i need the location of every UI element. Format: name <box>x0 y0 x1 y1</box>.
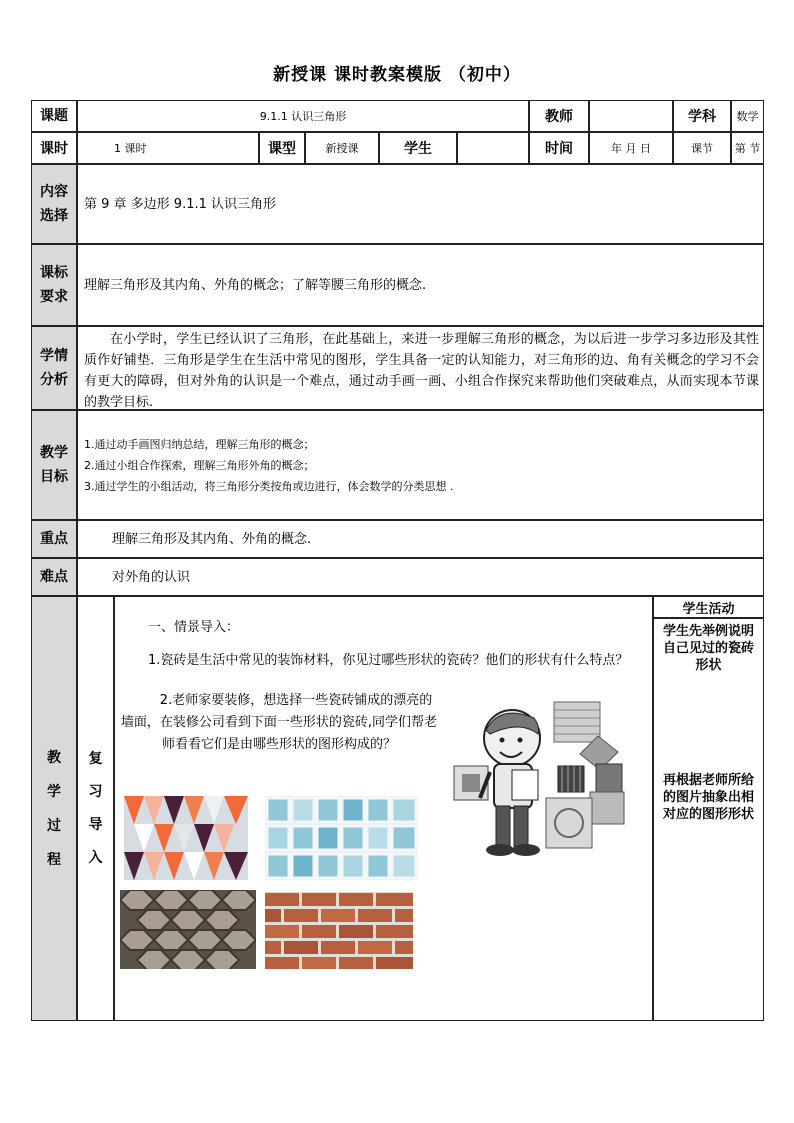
label-goals: 教学 目标 <box>31 410 77 520</box>
activity-column <box>653 618 764 1021</box>
key-text: 理解三角形及其内角、外角的概念. <box>77 520 764 558</box>
activity-step-1: 学生先举例说明自己见过的瓷砖形状 <box>662 624 754 673</box>
intro-heading: 一、情景导入： <box>148 620 240 635</box>
label-student: 学生 <box>379 132 457 164</box>
goal-item: 1.通过动手画图归纳总结，理解三角形的概念； <box>84 437 315 451</box>
time-value: 年 月 日 <box>589 132 673 164</box>
section-value: 第 节 <box>731 132 764 164</box>
topic-value: 9.1.1 认识三角形 <box>77 100 529 132</box>
type-value: 新授课 <box>305 132 379 164</box>
label-subject: 学科 <box>673 100 731 132</box>
triangle-tile-image <box>124 796 248 880</box>
label-difficulty: 难点 <box>31 558 77 596</box>
label-standard: 课标 要求 <box>31 244 77 326</box>
student-value <box>457 132 529 164</box>
label-teacher: 教师 <box>529 100 589 132</box>
question-1: 1.瓷砖是生活中常见的装饰材料，你见过哪些形状的瓷砖？他们的形状有什么特点？ <box>148 653 629 668</box>
label-process: 教 学 过 程 <box>31 596 77 1021</box>
question-2: 2.老师家要装修，想选择一些瓷砖铺成的漂亮的墙面，在装修公司看到下面一些形状的瓷砖,同学们帮老师看看它们是由哪些形状的图形构成的？ <box>120 693 438 752</box>
content-text: 第 9 章 多边形 9.1.1 认识三角形 <box>77 164 764 244</box>
cartoon-boy-with-tiles-image <box>450 700 630 865</box>
teacher-value <box>589 100 673 132</box>
subject-value: 数学 <box>731 100 764 132</box>
period-value: 1 课时 <box>77 132 259 164</box>
label-content: 内容 选择 <box>31 164 77 244</box>
label-period: 课时 <box>31 132 77 164</box>
label-section: 课节 <box>673 132 731 164</box>
lesson-table <box>31 100 764 1021</box>
label-analysis: 学情 分析 <box>31 326 77 410</box>
difficulty-text: 对外角的认识 <box>77 558 764 596</box>
analysis-text: 在小学时，学生已经认识了三角形，在此基础上，来进一步理解三角形的概念，为以后进一步学习多边形及其性质作好铺垫．三角形是学生在生活中常见的图形，学生具备一定的认知能力，对三角形的边、角有关概念的学习不会有更大的障碍，但对外角的认识是一个难点，通过动手画一画、小组合作探究来帮助他们突破难点，从而实现本节课的教学目标. <box>77 326 764 410</box>
goal-item: 2.通过小组合作探索，理解三角形外角的概念； <box>84 458 315 472</box>
label-time: 时间 <box>529 132 589 164</box>
label-key: 重点 <box>31 520 77 558</box>
page-title: 新授课 课时教案模版 （初中） <box>273 65 521 85</box>
stage-label: 复 习 导 入 <box>77 596 114 1021</box>
goals-list <box>77 410 764 520</box>
label-type: 课型 <box>259 132 305 164</box>
square-tile-image <box>265 796 418 880</box>
activity-step-2: 再根据老师所给的图片抽象出相对应的图形形状 <box>662 773 754 822</box>
brick-tile-image <box>265 892 413 969</box>
hexagon-tile-image <box>120 890 256 969</box>
standard-text: 理解三角形及其内角、外角的概念；了解等腰三角形的概念. <box>77 244 764 326</box>
activity-header: 学生活动 <box>653 596 764 618</box>
label-topic: 课题 <box>31 100 77 132</box>
goal-item: 3.通过学生的小组活动，将三角形分类按角或边进行，体会数学的分类思想 . <box>84 479 454 493</box>
